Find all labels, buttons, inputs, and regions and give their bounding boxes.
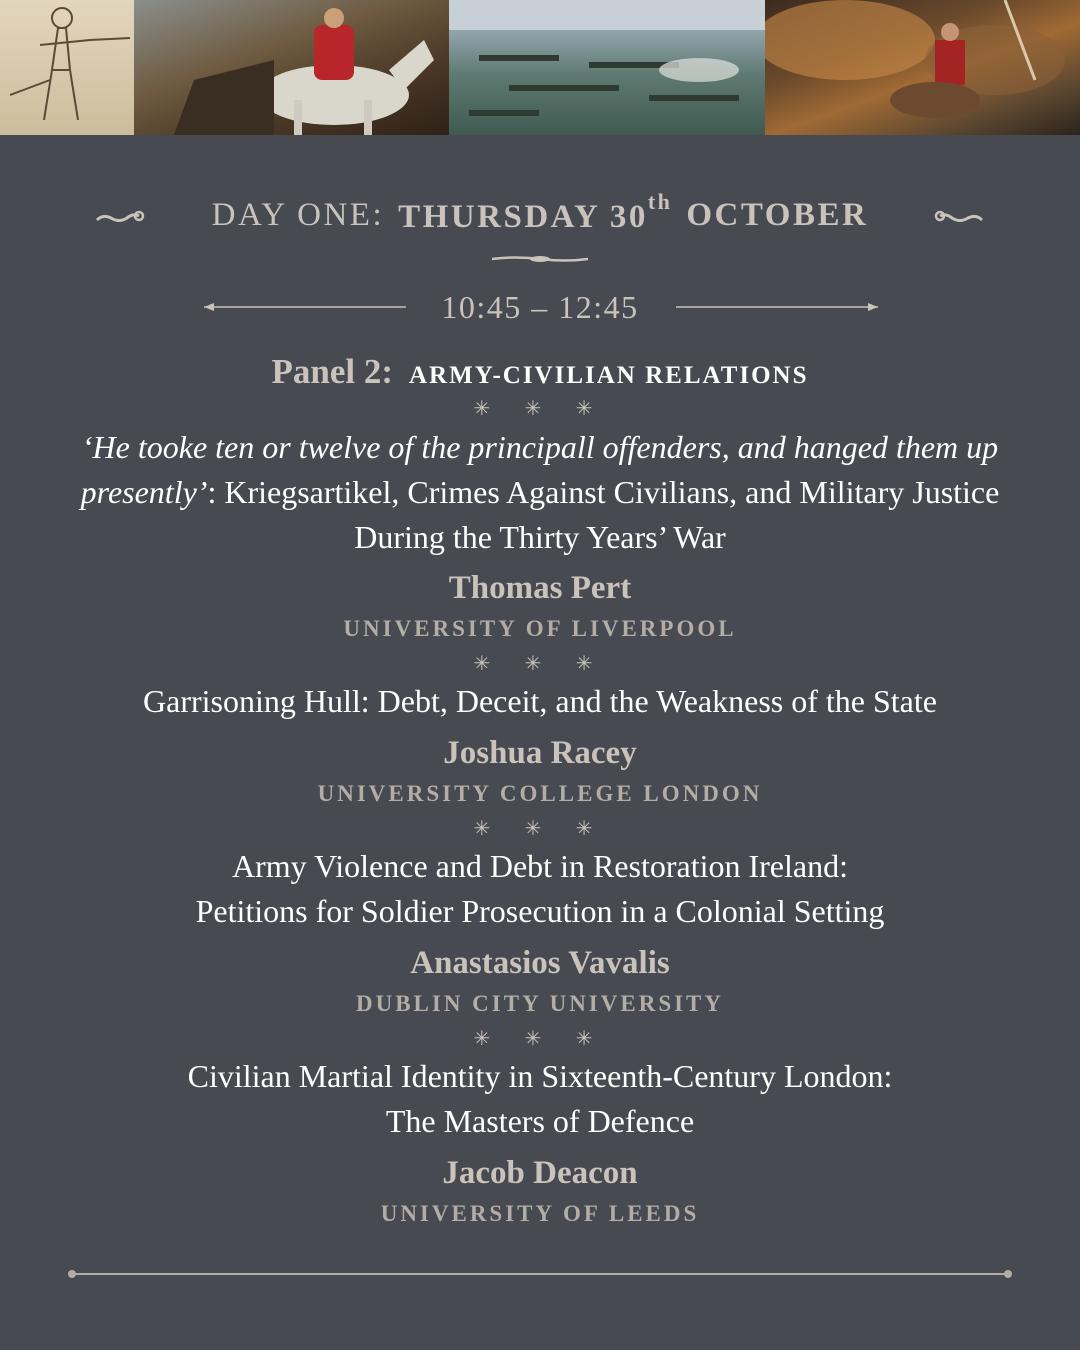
right-arrow-icon — [672, 300, 882, 314]
talk-title-line: The Masters of Defence — [385, 1103, 695, 1139]
right-flourish-icon — [932, 190, 984, 240]
battle-landscape-image — [449, 0, 765, 135]
speaker-affiliation: UNIVERSITY OF LEEDS — [380, 1201, 700, 1226]
header-image-strip — [0, 0, 1080, 135]
heading-divider — [490, 253, 590, 265]
panel-label: Panel 2: — [271, 352, 393, 391]
panel-heading — [0, 350, 1080, 394]
talk-title — [60, 1054, 1020, 1144]
talk-title: Garrisoning Hull: Debt, Deceit, and the Weakness of the State — [143, 683, 937, 719]
panel-name: ARMY-CIVILIAN RELATIONS — [408, 362, 809, 389]
talk-title-line: Petitions for Soldier Prosecution in a Colonial Setting — [195, 893, 885, 929]
speaker-name: Thomas Pert — [448, 570, 632, 606]
talk-title-line: Civilian Martial Identity in Sixteenth-Century London: — [187, 1058, 893, 1094]
separator-stars: ✳ ✳ ✳ — [473, 1026, 607, 1050]
talk-title — [60, 844, 1020, 934]
speaker-name: Anastasios Vavalis — [410, 945, 670, 981]
battle-smoke-painting-image — [765, 0, 1080, 135]
talk-title-rest: : Kriegsartikel, Crimes Against Civilians, and Military Justice During the Thirty Years’ War — [207, 474, 1000, 555]
day-date — [398, 188, 673, 236]
bottom-rule — [64, 1268, 1016, 1280]
left-flourish-icon — [95, 190, 147, 240]
day-date-suffix: th — [647, 188, 673, 214]
day-prefix: DAY ONE: — [211, 196, 385, 233]
speaker-affiliation: UNIVERSITY OF LIVERPOOL — [343, 616, 737, 641]
separator-stars: ✳ ✳ ✳ — [473, 396, 607, 420]
talk-title-quote: ‘He tooke ten or twelve of the principall offenders, and hanged them up presently’ — [80, 429, 999, 510]
separator-stars: ✳ ✳ ✳ — [473, 816, 607, 840]
speaker-affiliation: UNIVERSITY COLLEGE LONDON — [317, 781, 763, 806]
separator-stars: ✳ ✳ ✳ — [473, 651, 607, 675]
talk-title — [60, 425, 1020, 560]
day-date-main: THURSDAY 30 — [398, 198, 648, 235]
session-time: 10:45 – 12:45 — [441, 289, 639, 325]
speaker-affiliation: DUBLIN CITY UNIVERSITY — [355, 991, 725, 1016]
day-month: OCTOBER — [686, 196, 869, 233]
day-heading — [0, 190, 1080, 240]
cavalry-painting-image — [134, 0, 449, 135]
speaker-name: Joshua Racey — [443, 735, 637, 771]
talk-title-line: Army Violence and Debt in Restoration Ireland: — [232, 848, 848, 884]
speaker-name: Jacob Deacon — [442, 1155, 638, 1191]
engraving-image — [0, 0, 134, 135]
